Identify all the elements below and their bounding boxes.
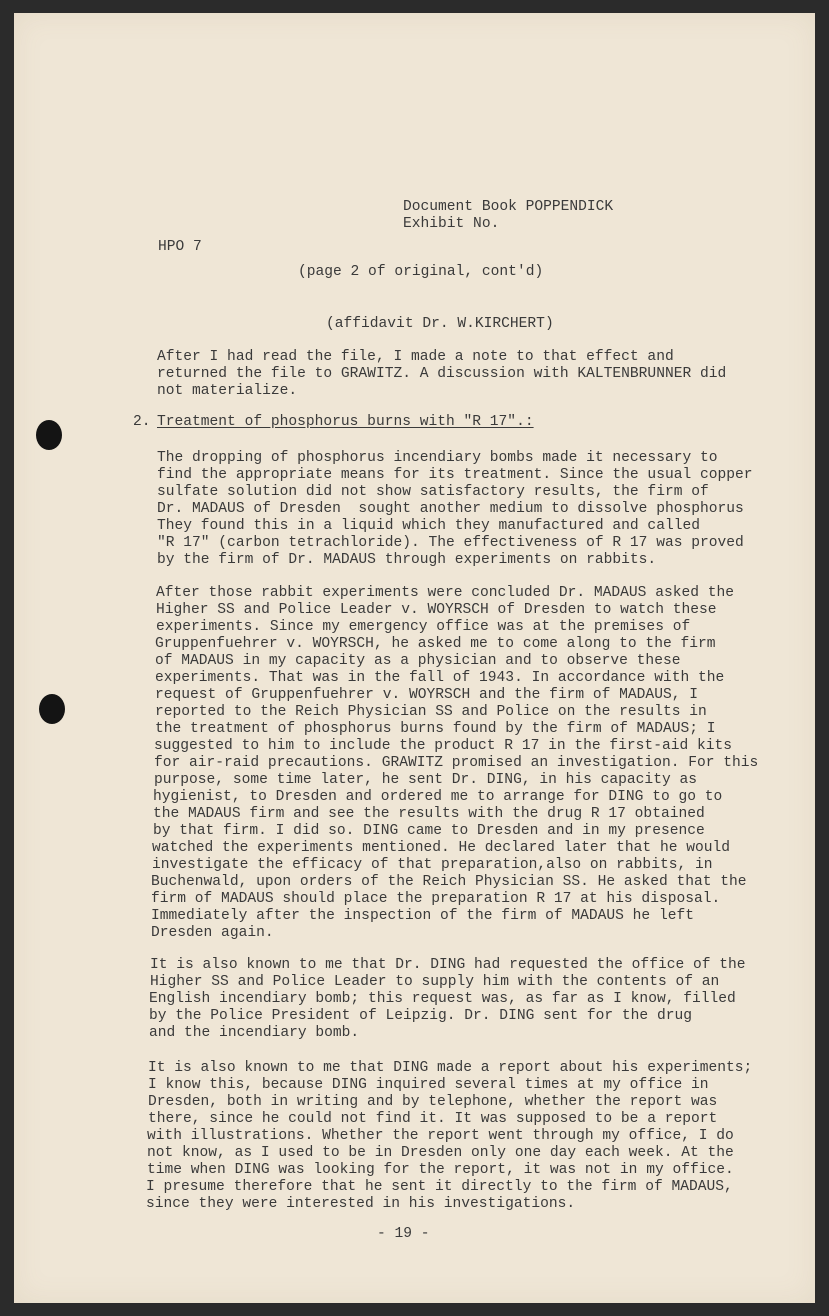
text-line: purpose, some time later, he sent Dr. DING, in his capacity as xyxy=(154,772,697,788)
text-line: I know this, because DING inquired several times at my office in xyxy=(148,1077,709,1093)
text-line: sulfate solution did not show satisfactory results, the firm of xyxy=(157,484,709,500)
text-line: by the firm of Dr. MADAUS through experiments on rabbits. xyxy=(157,552,657,568)
text-line: by the Police President of Leipzig. Dr. DING sent for the drug xyxy=(149,1008,692,1024)
text-line: not know, as I used to be in Dresden only one day each week. At the xyxy=(147,1145,734,1161)
text-line: Buchenwald, upon orders of the Reich Physician SS. He asked that the xyxy=(151,874,747,890)
document-id: HPO 7 xyxy=(158,239,202,255)
text-line: experiments. Since my emergency office was at the premises of xyxy=(156,619,691,635)
text-line: since they were interested in his investigations. xyxy=(146,1196,576,1212)
text-line: Dresden again. xyxy=(151,925,274,941)
text-line: Gruppenfuehrer v. WOYRSCH, he asked me to come along to the firm xyxy=(155,636,716,652)
text-line: firm of MADAUS should place the preparation R 17 at his disposal. xyxy=(151,891,721,907)
text-line: experiments. That was in the fall of 1943. In accordance with the xyxy=(155,670,725,686)
text-line: After those rabbit experiments were concluded Dr. MADAUS asked the xyxy=(156,585,735,601)
punch-hole-top xyxy=(36,420,62,450)
text-line: investigate the efficacy of that preparation,also on rabbits, in xyxy=(152,857,713,873)
text-line: and the incendiary bomb. xyxy=(149,1025,360,1041)
page-note: (page 2 of original, cont'd) xyxy=(298,264,544,280)
text-line: hygienist, to Dresden and ordered me to arrange for DING to go to xyxy=(153,789,723,805)
text-line: Higher SS and Police Leader v. WOYRSCH of Dresden to watch these xyxy=(156,602,717,618)
text-line: The dropping of phosphorus incendiary bombs made it necessary to xyxy=(157,450,718,466)
section-number: 2. xyxy=(133,414,151,430)
exhibit-number: Exhibit No. xyxy=(403,216,500,232)
text-line: there, since he could not find it. It was supposed to be a report xyxy=(148,1111,718,1127)
text-line: time when DING was looking for the report, it was not in my office. xyxy=(147,1162,734,1178)
text-line: not materialize. xyxy=(157,383,298,399)
page-number: - 19 - xyxy=(377,1226,430,1242)
text-line: English incendiary bomb; this request was, as far as I know, filled xyxy=(149,991,736,1007)
text-line: They found this in a liquid which they manufactured and called xyxy=(157,518,700,534)
text-line: of MADAUS in my capacity as a physician and to observe these xyxy=(155,653,681,669)
text-line: It is also known to me that DING made a report about his experiments; xyxy=(148,1060,753,1076)
text-line: request of Gruppenfuehrer v. WOYRSCH and the firm of MADAUS, I xyxy=(155,687,698,703)
text-line: with illustrations. Whether the report went through my office, I do xyxy=(147,1128,734,1144)
affidavit-heading: (affidavit Dr. W.KIRCHERT) xyxy=(326,316,554,332)
text-line: Higher SS and Police Leader to supply him with the contents of an xyxy=(150,974,720,990)
text-line: It is also known to me that Dr. DING had requested the office of the xyxy=(150,957,746,973)
text-line: Dresden, both in writing and by telephone, whether the report was xyxy=(148,1094,718,1110)
text-line: After I had read the file, I made a note to that effect and xyxy=(157,349,674,365)
text-line: "R 17" (carbon tetrachloride). The effectiveness of R 17 was proved xyxy=(157,535,744,551)
text-line: Dr. MADAUS of Dresden sought another medium to dissolve phosphorus xyxy=(157,501,744,517)
text-line: returned the file to GRAWITZ. A discussion with KALTENBRUNNER did xyxy=(157,366,727,382)
punch-hole-bottom xyxy=(39,694,65,724)
text-line: I presume therefore that he sent it directly to the firm of MADAUS, xyxy=(146,1179,733,1195)
text-line: for air-raid precautions. GRAWITZ promised an investigation. For this xyxy=(154,755,759,771)
document-book-title: Document Book POPPENDICK xyxy=(403,199,614,215)
text-line: find the appropriate means for its treatment. Since the usual copper xyxy=(157,467,753,483)
text-line: Immediately after the inspection of the firm of MADAUS he left xyxy=(151,908,694,924)
text-line: by that firm. I did so. DING came to Dresden and in my presence xyxy=(153,823,705,839)
text-line: the treatment of phosphorus burns found by the firm of MADAUS; I xyxy=(155,721,716,737)
section-heading: Treatment of phosphorus burns with "R 17".: xyxy=(157,414,534,430)
text-line: the MADAUS firm and see the results with the drug R 17 obtained xyxy=(153,806,705,822)
text-line: reported to the Reich Physician SS and Police on the results in xyxy=(155,704,707,720)
text-line: suggested to him to include the product R 17 in the first-aid kits xyxy=(154,738,733,754)
text-line: watched the experiments mentioned. He declared later that he would xyxy=(152,840,731,856)
